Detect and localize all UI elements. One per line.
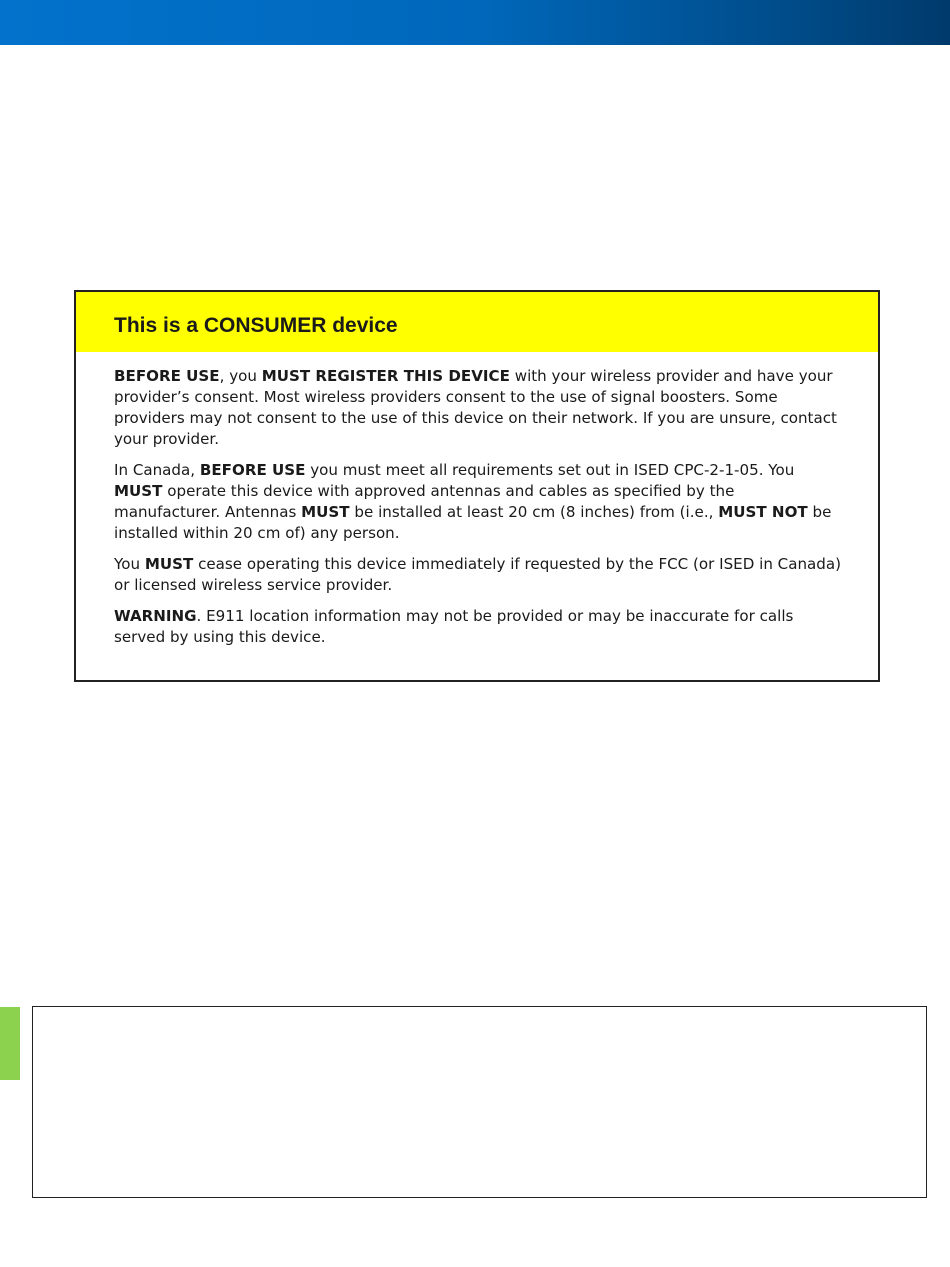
registration-paragraph — [114, 366, 844, 450]
e911-warning-paragraph — [114, 606, 844, 648]
empty-content-box — [32, 1006, 927, 1198]
bold-text: MUST — [144, 555, 194, 573]
text-run: you must meet all requirements set out in ISED CPC-2-1-05. You — [305, 461, 795, 479]
notice-title: This is a CONSUMER device — [114, 314, 398, 337]
bold-text: MUST — [114, 482, 163, 500]
bold-text: BEFORE USE — [199, 461, 306, 479]
bold-text: MUST — [301, 503, 350, 521]
text-run: be installed at least 20 cm (8 inches) from (i.e., — [349, 503, 719, 521]
notice-title-banner — [76, 292, 878, 352]
notice-body — [114, 366, 844, 658]
green-side-tab — [0, 1007, 20, 1080]
bold-text: BEFORE USE — [114, 367, 220, 385]
text-run: with your wireless provider and have your provider’s consent. Most wireless providers consent to the use of signal boosters. Some providers may not consent to the use of this device on their network. If you are unsure, contact your provider. — [114, 367, 837, 448]
text-run: In Canada, — [114, 461, 200, 479]
text-run: You — [114, 555, 145, 573]
text-run: cease operating this device immediately if requested by the FCC (or ISED in Canada) or licensed wireless service provider. — [114, 555, 842, 594]
bold-text: WARNING — [114, 607, 197, 625]
top-header-bar — [0, 0, 950, 45]
text-run: . E911 location information may not be provided or may be inaccurate for calls served by using this device. — [114, 607, 794, 646]
text-run: , you — [219, 367, 262, 385]
bold-text: MUST REGISTER THIS DEVICE — [261, 367, 510, 385]
text-run: operate this device with approved antennas and cables as specified by the manufacturer. Antennas — [114, 482, 735, 521]
canada-requirements-paragraph — [114, 460, 844, 544]
consumer-device-notice — [74, 290, 880, 682]
text-run: be installed within 20 cm of) any person. — [114, 503, 832, 542]
bold-text: MUST NOT — [718, 503, 808, 521]
cease-operation-paragraph — [114, 554, 844, 596]
